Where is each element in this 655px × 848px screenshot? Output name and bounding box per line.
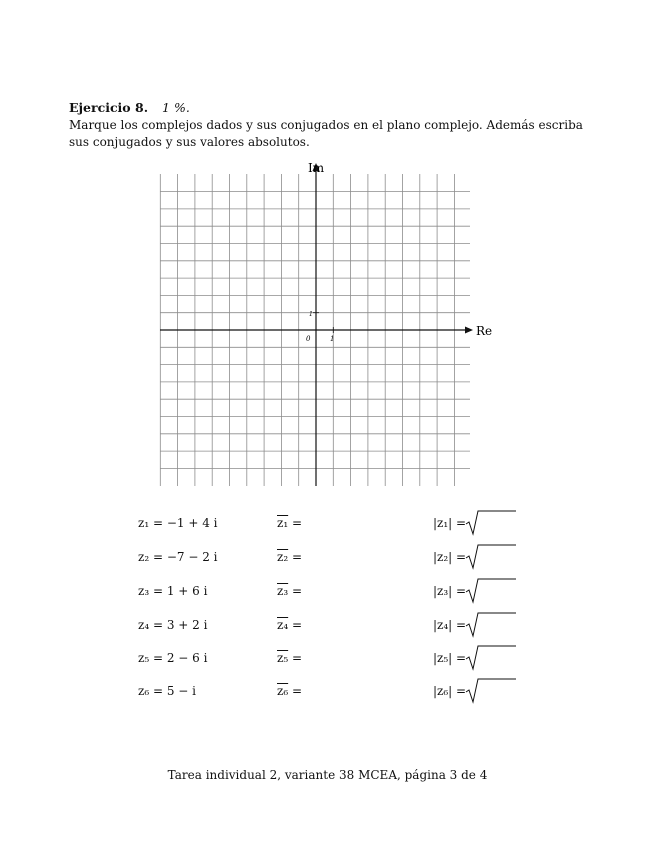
real-axis-label: Re: [476, 324, 493, 338]
z4-sqrt-sign: [464, 612, 518, 638]
z4-expression: z₄ = 3 + 2 i: [138, 618, 208, 632]
imaginary-axis-label: Im: [308, 161, 325, 175]
exercise-instructions: Marque los complejos dados y sus conjugados en el plano complejo. Además escriba sus conjugados y sus valores absolutos.: [69, 118, 583, 149]
origin-label: 0: [306, 335, 311, 343]
z3-expression: z₃ = 1 + 6 i: [138, 584, 208, 598]
z6-absolute-label: |z₆| =: [433, 684, 467, 698]
z5-conjugate-label: z₅ =: [277, 651, 303, 665]
z2-sqrt-sign: [464, 544, 518, 570]
z2-expression: z₂ = −7 − 2 i: [138, 550, 218, 564]
z5-expression: z₅ = 2 − 6 i: [138, 651, 208, 665]
z1-sqrt-sign: [464, 510, 518, 536]
real-axis-arrow: [465, 327, 473, 334]
z3-conjugate-label: z₃ =: [277, 584, 303, 598]
z5-sqrt-sign: [464, 645, 518, 671]
z4-absolute-label: |z₄| =: [433, 618, 467, 632]
z1-absolute-label: |z₁| =: [433, 516, 467, 530]
z6-conjugate-label: z₆ =: [277, 684, 303, 698]
z3-sqrt-sign: [464, 578, 518, 604]
z2-conjugate-label: z₂ =: [277, 550, 303, 564]
z4-conjugate-label: z₄ =: [277, 618, 303, 632]
z5-absolute-label: |z₅| =: [433, 651, 467, 665]
z6-expression: z₆ = 5 − i: [138, 684, 196, 698]
y-unit-label: 1: [309, 311, 313, 318]
axes: [160, 163, 473, 486]
z3-absolute-label: |z₃| =: [433, 584, 467, 598]
z1-expression: z₁ = −1 + 4 i: [138, 516, 218, 530]
exercise-title: Ejercicio 8.: [69, 100, 149, 115]
exercise-percent: 1 %.: [162, 100, 190, 115]
x-unit-label: 1: [330, 335, 335, 343]
z6-sqrt-sign: [464, 678, 518, 704]
page-footer: Tarea individual 2, variante 38 MCEA, página 3 de 4: [167, 768, 488, 782]
z1-conjugate-label: z₁ =: [277, 516, 303, 530]
z2-absolute-label: |z₂| =: [433, 550, 467, 564]
